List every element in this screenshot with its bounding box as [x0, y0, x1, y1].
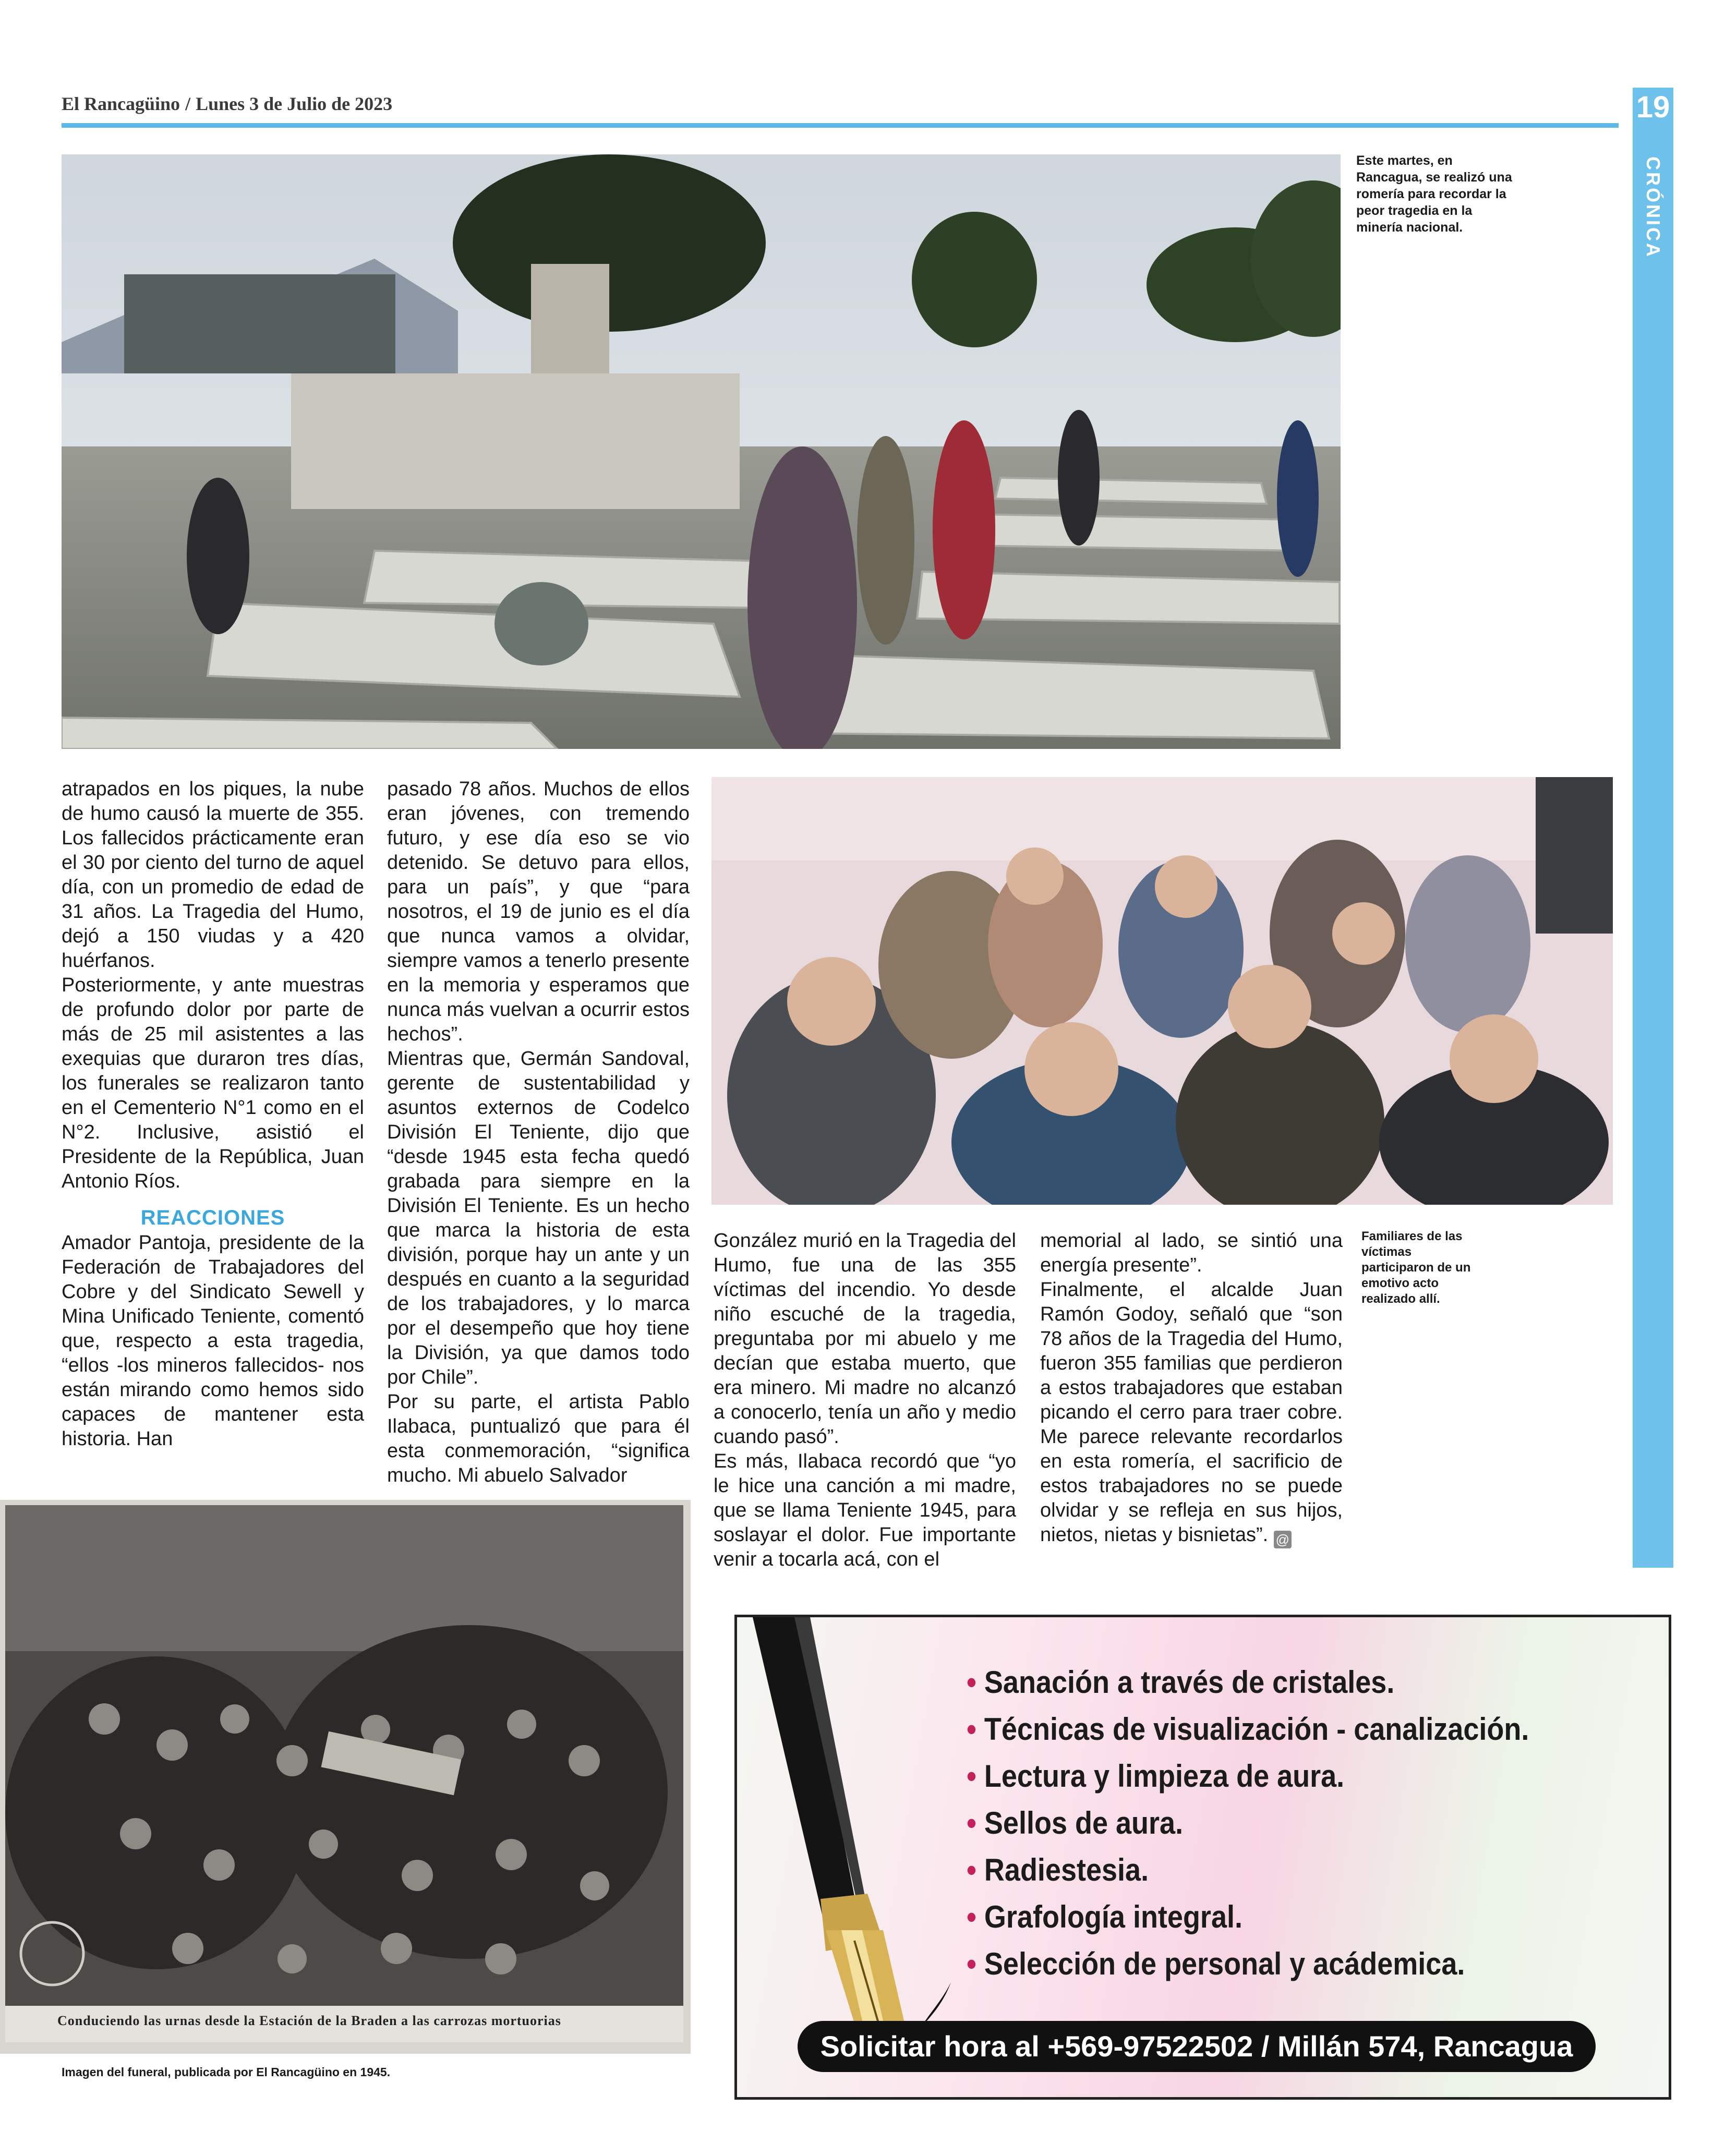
ad-contact-banner: Solicitar hora al +569-97522502 / Millán 574, Rancagua [798, 2021, 1596, 2072]
header-rule [62, 123, 1619, 128]
ad-service-item: • Sanación a través de cristales. [967, 1659, 1529, 1706]
archive-photo-caption: Imagen del funeral, publicada por El Rancagüino en 1945. [62, 2065, 391, 2079]
paper-name: El Rancagüino [62, 93, 180, 114]
ad-service-item: • Grafología integral. [967, 1894, 1529, 1941]
masthead-separator: / [185, 93, 191, 114]
fountain-pen-icon [737, 1617, 956, 2087]
article-paragraph: Posteriormente, y ante muestras de profundo dolor por parte de más de 25 mil asistentes a las exequias que duraron tres días, los funerales se realizaron tanto en el Cementerio N°1 como en el N°2. Inclusive, asistió el Presidente de la República, Juan Antonio Ríos. [62, 974, 364, 1192]
article-paragraph: memorial al lado, se sintió una energía presente”. [1040, 1230, 1343, 1276]
ad-service-item: • Radiestesia. [967, 1847, 1529, 1894]
cemetery-photo [62, 154, 1341, 749]
article-paragraph: Es más, Ilabaca recordó que “yo le hice una canción a mi madre, que se llama Teniente 1945, para soslayar el dolor. Fue importante venir a tocarla acá, con el [714, 1450, 1016, 1570]
audience-photo [711, 777, 1613, 1205]
archive-funeral-photo [0, 1500, 691, 2054]
ad-service-item: • Sellos de aura. [967, 1800, 1529, 1847]
archive-photo-inline-caption: Conduciendo las urnas desde la Estación de la Braden a las carrozas mortuorias [57, 2013, 561, 2028]
article-paragraph: Amador Pantoja, presidente de la Federación de Trabajadores del Cobre y del Sindicato Sewell y Mina Unificado Teniente, comentó que, respecto a esta tragedia, “ellos -los mineros fallecidos- nos están mirando como hemos sido capaces de mantener esta historia. Han [62, 1232, 364, 1450]
masthead [62, 93, 392, 115]
issue-date: Lunes 3 de Julio de 2023 [196, 93, 393, 114]
article-column-3 [714, 1229, 1016, 1572]
advertisement [734, 1615, 1671, 2100]
article-paragraph: González murió en la Tragedia del Humo, fue una de las 355 víctimas del incendio. Yo desde niño escuché de la tragedia, preguntaba por mi abuelo y me decían que estaba muerto, que era minero. Mi madre no alcanzó a conocerlo, tenía un año y medio cuando pasó”. [714, 1230, 1016, 1448]
article-paragraph: pasado 78 años. Muchos de ellos eran jóvenes, con tremendo futuro, y ese día eso se vio detenido. Se detuvo para ellos, para un país”, y que “para nosotros, el 19 de junio es el día que nunca vamos a olvidar, siempre vamos a tenerlo presente en la memoria y esperamos que nunca más vuelvan a ocurrir estos hechos”. [387, 778, 690, 1045]
section-subheading: REACCIONES [140, 1206, 285, 1229]
section-label: CRÓNICA [1643, 156, 1664, 259]
ad-services-list [967, 1659, 1591, 1988]
article-paragraph: Mientras que, Germán Sandoval, gerente de sustentabilidad y asuntos externos de Codelco División El Teniente, dijo que “desde 1945 esta fecha quedó grabada para siempre en la División El Teniente. Es un hecho que marca la historia de esta división, porque hay un ante y un después en cuanto a la seguridad de los trabajadores, y lo marca por el desempeño que hoy tiene la División, ya que damos todo por Chile”. [387, 1048, 690, 1388]
closing-paragraph-text: Finalmente, el alcalde Juan Ramón Godoy, señaló que “son 78 años de la Tragedia del Humo, fueron 355 familias que perdieron a estos trabajadores que estaban picando el cerro para traer cobre. Me parece relevante recordarlos en esta romería, el sacrificio de estos trabajadores no se puede olvidar y se refleja en sus hijos, nietos, nietas y bisnietas”. [1040, 1279, 1343, 1546]
page-number: 19 [1636, 90, 1670, 124]
section-sidebar [1633, 88, 1673, 1568]
article-column-4 [1040, 1229, 1343, 1548]
ad-service-item: • Técnicas de visualización - canalización. [967, 1706, 1529, 1753]
top-photo-caption: Este martes, en Rancagua, se realizó una romería para recordar la peor tragedia en la minería nacional. [1356, 153, 1512, 235]
article-paragraph [1040, 1278, 1343, 1548]
article-paragraph: Por su parte, el artista Pablo Ilabaca, puntualizó que para él esta conmemoración, “significa mucho. Mi abuelo Salvador [387, 1391, 690, 1486]
audience-photo-caption: Familiares de las víctimas participaron de un emotivo acto realizado allí. [1361, 1229, 1471, 1306]
ad-service-item: • Selección de personal y acádemica. [967, 1941, 1529, 1988]
ad-service-item: • Lectura y limpieza de aura. [967, 1753, 1529, 1800]
article-column-2 [387, 777, 690, 1488]
article-column-1 [62, 777, 364, 1451]
end-of-article-icon: @ [1274, 1531, 1292, 1548]
article-paragraph: atrapados en los piques, la nube de humo causó la muerte de 355. Los fallecidos prácticamente eran el 30 por ciento del turno de aquel día, con un promedio de edad de 31 años. La Tragedia del Humo, dejó a 150 viudas y a 420 huérfanos. [62, 778, 364, 972]
